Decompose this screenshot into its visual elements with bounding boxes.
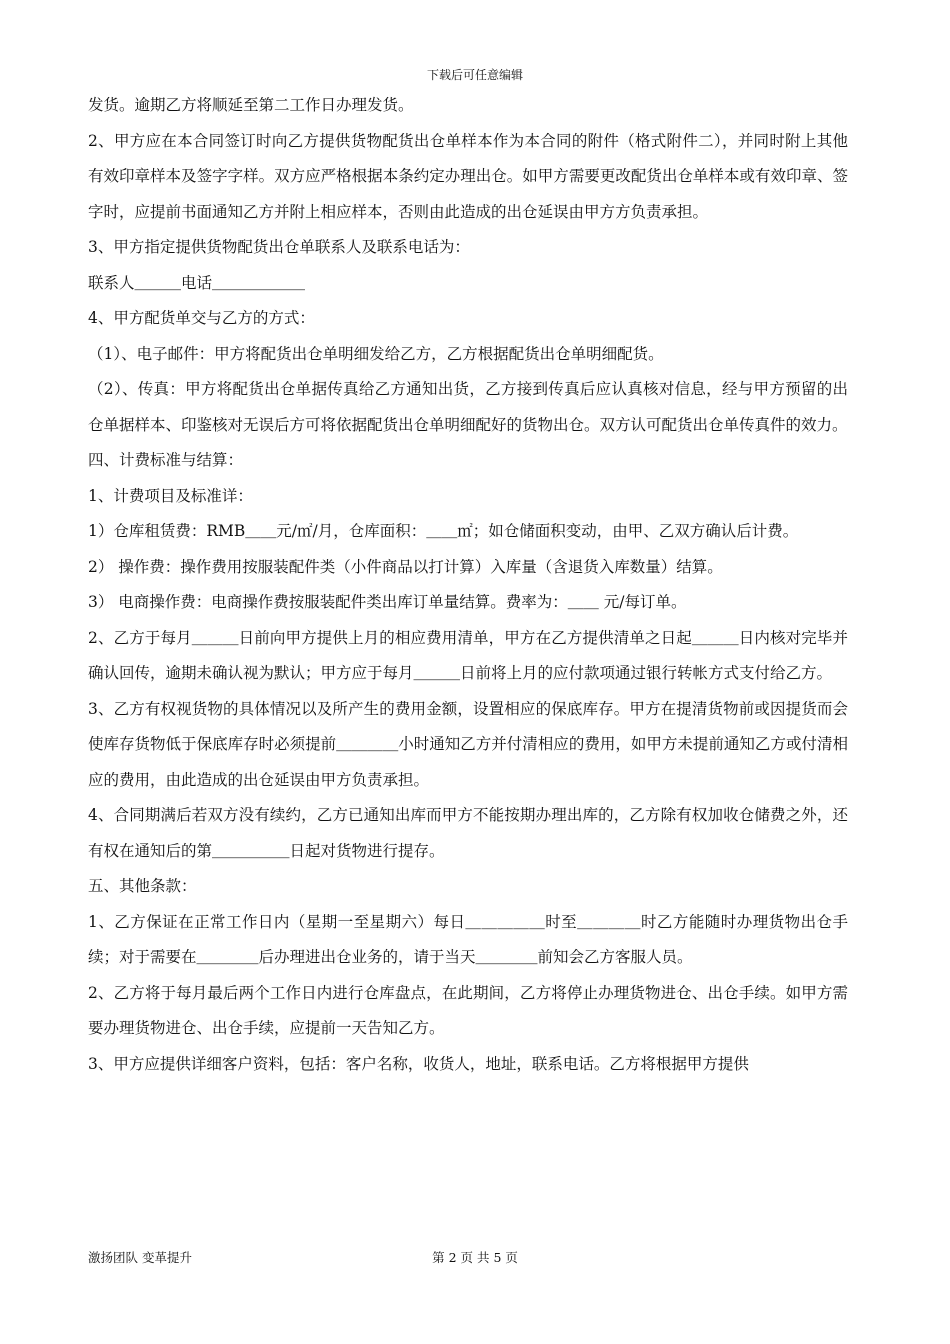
paragraph: 1、乙方保证在正常工作日内（星期一至星期六）每日＿＿＿＿＿时至＿＿＿＿时乙方能随时办理货物出仓手续；对于需要在＿＿＿＿后办理进出仓业务的，请于当天＿＿＿＿前知会乙方客服人员。 <box>88 912 848 966</box>
paragraph: 4、合同期满后若双方没有续约，乙方已通知出库而甲方不能按期办理出库的，乙方除有权加收仓储费之外，还有权在通知后的第＿＿＿＿＿日起对货物进行提存。 <box>88 806 848 860</box>
page-header: 下载后可任意编辑 <box>426 68 523 82</box>
paragraph: 3、甲方应提供详细客户资料，包括：客户名称，收货人，地址，联系电话。乙方将根据甲方提供 <box>88 1054 749 1073</box>
page-number: 第 2 页 共 5 页 <box>432 1250 518 1265</box>
paragraph: 2、乙方于每月＿＿＿日前向甲方提供上月的相应费用清单，甲方在乙方提供清单之日起＿＿＿日内核对完毕并确认回传，逾期未确认视为默认；甲方应于每月＿＿＿日前将上月的应付款项通过银行转帐方式支付给乙方。 <box>88 628 848 682</box>
paragraph: 发货。逾期乙方将顺延至第二工作日办理发货。 <box>88 96 414 114</box>
paragraph: 联系人＿＿＿电话＿＿＿＿＿＿ <box>88 273 306 292</box>
paragraph: 2） 操作费：操作费用按服装配件类（小件商品以打计算）入库量（含退货入库数量）结算。 <box>88 557 723 576</box>
contract-body <box>88 88 848 1082</box>
paragraph: 3、甲方指定提供货物配货出仓单联系人及联系电话为： <box>88 238 470 256</box>
paragraph: 2、乙方将于每月最后两个工作日内进行仓库盘点，在此期间，乙方将停止办理货物进仓、出仓手续。如甲方需要办理货物进仓、出仓手续，应提前一天告知乙方。 <box>88 983 848 1037</box>
section-heading: 五、其他条款： <box>88 877 197 895</box>
paragraph: 4、甲方配货单交与乙方的方式： <box>88 309 315 327</box>
paragraph: 1）仓库租赁费：RMB＿＿元/㎡/月，仓库面积：＿＿㎡；如仓储面积变动，由甲、乙双方确认后计费。 <box>88 522 799 540</box>
paragraph: 3、乙方有权视货物的具体情况以及所产生的费用金额，设置相应的保底库存。甲方在提清货物前或因提货而会使库存货物低于保底库存时必须提前＿＿＿＿小时通知乙方并付清相应的费用，如甲方未提前通知乙方或付清相应的费用，由此造成的出仓延误由甲方负责承担。 <box>88 699 848 789</box>
paragraph: （1）、电子邮件：甲方将配货出仓单明细发给乙方，乙方根据配货出仓单明细配货。 <box>88 344 664 363</box>
section-heading: 四、计费标准与结算： <box>88 451 244 469</box>
paragraph: 3） 电商操作费：电商操作费按服装配件类出库订单量结算。费率为：＿＿ 元/每订单。 <box>88 593 687 611</box>
footer-left-text: 激扬团队 变革提升 <box>88 1250 192 1265</box>
paragraph: （2）、传真：甲方将配货出仓单据传真给乙方通知出货，乙方接到传真后应认真核对信息，经与甲方预留的出仓单据样本、印鉴核对无误后方可将依据配货出仓单明细配好的货物出仓。双方认可配货出仓单传真件的效力。 <box>88 380 848 434</box>
paragraph: 2、甲方应在本合同签订时向乙方提供货物配货出仓单样本作为本合同的附件（格式附件二），并同时附上其他有效印章样本及签字字样。双方应严格根据本条约定办理出仓。如甲方需要更改配货出仓单样本或有效印章、签字时，应提前书面通知乙方并附上相应样本，否则由此造成的出仓延误由甲方方负责承担。 <box>88 131 848 221</box>
paragraph: 1、计费项目及标准详： <box>88 486 253 505</box>
